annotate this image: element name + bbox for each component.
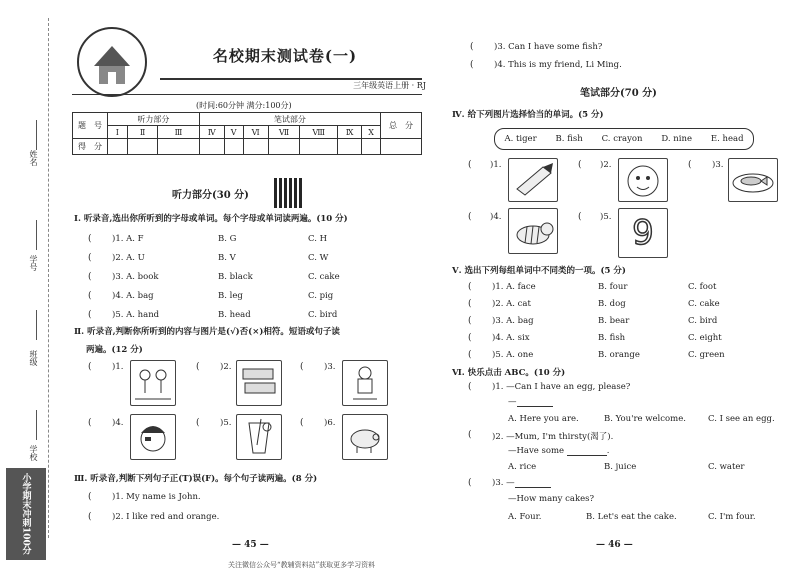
numeral-cell: Ⅸ (338, 126, 362, 139)
s1-q3: )3. A. book (112, 272, 159, 282)
section-2-heading-2: 两遍。(12 分) (86, 345, 143, 355)
s6-q2-a: A. rice (508, 462, 537, 472)
name-line (36, 120, 37, 150)
picture-number-nine: 9 (618, 208, 668, 258)
s1-q1-b: B. G (218, 234, 237, 244)
s4-label-2: )2. (600, 160, 612, 170)
picture-head (618, 158, 668, 202)
picture-tiger (508, 208, 558, 254)
header-rule (72, 94, 422, 95)
score-cell[interactable] (362, 139, 381, 155)
s2-label-4: )4. (112, 418, 124, 428)
picture-books (236, 360, 282, 406)
s2-label-6: )6. (324, 418, 336, 428)
s2-label-2: )2. (220, 362, 232, 372)
s6-q2-b: B. juice (604, 462, 637, 472)
s5-q2-b: B. dog (598, 299, 626, 309)
answer-paren[interactable]: ( (470, 60, 474, 70)
score-cell[interactable] (300, 139, 338, 155)
picture-fish-dish (728, 158, 778, 202)
dash: — (508, 397, 517, 407)
score-cell[interactable] (108, 139, 128, 155)
section-3-heading: Ⅲ. 听录音,判断下列句子正(T)误(F)。每个句子读两遍。(8 分) (74, 474, 318, 484)
section-6-heading: Ⅵ. 快乐点击 ABC。(10 分) (452, 368, 566, 378)
picture-kids-playing (130, 360, 176, 406)
s2-label-5: )5. (220, 418, 232, 428)
numeral-cell: Ⅰ (108, 126, 128, 139)
s5-q4-b: B. fish (598, 333, 626, 343)
s3-q2: )2. I like red and orange. (112, 512, 220, 522)
total-col: 总 分 (381, 113, 422, 139)
s1-q4-c: C. pig (308, 291, 334, 301)
numeral-cell: Ⅶ (268, 126, 299, 139)
section-2-heading: Ⅱ. 听录音,判断你所听到的内容与图片是(√)否(×)相符。短语或句子读 (74, 327, 340, 337)
page-title: 名校期末测试卷(一) (212, 47, 358, 65)
s6-q1-blank (508, 397, 553, 407)
answer-paren[interactable]: ( (468, 333, 472, 343)
s1-q5-b: B. head (218, 310, 251, 320)
s5-q2-c: C. cake (688, 299, 720, 309)
footer-note: 关注微信公众号“教辅资料站”获取更多学习资料 (228, 561, 376, 569)
s3-q4: )4. This is my friend, Li Ming. (494, 60, 622, 70)
answer-paren[interactable]: ( (88, 310, 92, 320)
s6-q3-a: A. Four. (508, 512, 542, 522)
s5-q4: )4. A. six (492, 333, 530, 343)
score-cell[interactable] (338, 139, 362, 155)
numeral-cell: Ⅳ (199, 126, 224, 139)
word-option: A. tiger (504, 134, 537, 144)
s1-q3-b: B. black (218, 272, 253, 282)
s6-q3-line: —How many cakes? (508, 494, 595, 504)
answer-paren[interactable]: ( (300, 362, 304, 372)
numeral-cell: Ⅹ (362, 126, 381, 139)
s3-q1: )1. My name is John. (112, 492, 201, 502)
s5-q3: )3. A. bag (492, 316, 534, 326)
answer-paren[interactable]: ( (88, 253, 92, 263)
s6-q1-c: C. I see an egg. (708, 414, 775, 424)
score-cell[interactable] (224, 139, 243, 155)
answer-paren[interactable]: ( (300, 418, 304, 428)
listening-col: 听力部分 (108, 113, 200, 126)
written-title: 笔试部分(70 分) (580, 88, 657, 99)
answer-blank[interactable] (515, 479, 551, 488)
s5-q5-b: B. orange (598, 350, 640, 360)
answer-paren[interactable]: ( (196, 362, 200, 372)
s5-q5-c: C. green (688, 350, 725, 360)
answer-paren[interactable]: ( (88, 234, 92, 244)
qr-code (274, 178, 304, 208)
s6-q1: )1. —Can I have an egg, please? (492, 382, 631, 392)
answer-paren[interactable]: ( (468, 212, 472, 222)
s1-q4: )4. A. bag (112, 291, 154, 301)
s1-q2: )2. A. U (112, 253, 145, 263)
answer-paren[interactable]: ( (468, 350, 472, 360)
binding-margin (0, 0, 66, 571)
word-bank (494, 128, 754, 150)
s5-q3-c: C. bird (688, 316, 718, 326)
s4-label-1: )1. (490, 160, 502, 170)
numeral-cell: Ⅲ (158, 126, 199, 139)
s2-label-1: )1. (112, 362, 124, 372)
answer-paren[interactable]: ( (468, 316, 472, 326)
school-label: 学校 (29, 445, 38, 461)
s1-q2-b: B. V (218, 253, 236, 263)
answer-paren[interactable]: ( (468, 430, 472, 440)
answer-paren[interactable]: ( (196, 418, 200, 428)
picture-juice-glass (236, 414, 282, 460)
picture-crayon (508, 158, 558, 202)
score-cell[interactable] (268, 139, 299, 155)
s2-label-3: )3. (324, 362, 336, 372)
word-option: D. nine (661, 134, 692, 144)
s1-q3-c: C. cake (308, 272, 340, 282)
s1-q2-c: C. W (308, 253, 329, 263)
answer-paren[interactable]: ( (688, 160, 692, 170)
s1-q4-b: B. leg (218, 291, 243, 301)
answer-paren[interactable]: ( (468, 299, 472, 309)
s4-label-3: )3. (712, 160, 724, 170)
score-table (72, 112, 422, 155)
s1-q1-c: C. H (308, 234, 328, 244)
answer-paren[interactable]: ( (468, 160, 472, 170)
answer-paren[interactable]: ( (578, 212, 582, 222)
listening-title: 听力部分(30 分) (172, 190, 249, 201)
score-cell[interactable] (199, 139, 224, 155)
answer-paren[interactable]: ( (470, 42, 474, 52)
answer-blank[interactable] (567, 447, 607, 456)
class-label: 班级 (29, 350, 38, 366)
score-header-label: 题 号 (73, 113, 108, 139)
time-info: (时间:60分钟 满分:100分) (196, 101, 292, 110)
numeral-cell: Ⅴ (224, 126, 243, 139)
written-col: 笔试部分 (199, 113, 380, 126)
s3-q3: )3. Can I have some fish? (494, 42, 603, 52)
score-cell[interactable] (243, 139, 268, 155)
s6-q1-a: A. Here you are. (508, 414, 579, 424)
s5-q1-b: B. four (598, 282, 628, 292)
word-option: E. head (710, 134, 744, 144)
section-5-heading: Ⅴ. 选出下列每组单词中不同类的一项。(5 分) (452, 266, 626, 276)
s6-q2: )2. —Mum, I'm thirsty(渴了). (492, 432, 614, 442)
s6-q2-line: —Have some . (508, 446, 610, 456)
picture-boy-sitting (342, 360, 388, 406)
s6-q3 (492, 478, 551, 488)
numeral-cell: Ⅷ (300, 126, 338, 139)
s5-q1-c: C. foot (688, 282, 717, 292)
score-cell[interactable] (127, 139, 158, 155)
answer-paren[interactable]: ( (468, 382, 472, 392)
student-id-label: 学号 (29, 255, 38, 271)
score-cell[interactable] (158, 139, 199, 155)
s6-q3-b: B. Let's eat the cake. (586, 512, 677, 522)
q3-label: )3. — (492, 478, 515, 488)
picture-pig (342, 414, 388, 460)
school-line (36, 410, 37, 440)
s4-label-4: )4. (490, 212, 502, 222)
s5-q1: )1. A. face (492, 282, 536, 292)
s5-q4-c: C. eight (688, 333, 722, 343)
answer-paren[interactable]: ( (468, 282, 472, 292)
logo (72, 22, 152, 102)
word-option: B. fish (555, 134, 583, 144)
s6-q3-c: C. I'm four. (708, 512, 756, 522)
s1-q5-c: C. bird (308, 310, 338, 320)
s5-q3-b: B. bear (598, 316, 630, 326)
section-1-heading: Ⅰ. 听录音,选出你所听到的字母或单词。每个字母或单词读两遍。(10 分) (74, 214, 348, 224)
answer-paren[interactable]: ( (88, 362, 92, 372)
s4-label-5: )5. (600, 212, 612, 222)
brand-banner: 小学期末冲刺100分 (6, 468, 46, 560)
answer-paren[interactable]: ( (88, 418, 92, 428)
s5-q5: )5. A. one (492, 350, 534, 360)
s1-q5: )5. A. hand (112, 310, 160, 320)
score-cell[interactable] (381, 139, 422, 155)
numeral-cell: Ⅵ (243, 126, 268, 139)
s5-q2: )2. A. cat (492, 299, 531, 309)
answer-paren[interactable]: ( (578, 160, 582, 170)
score-row-label: 得 分 (73, 139, 108, 155)
answer-paren[interactable]: ( (88, 512, 92, 522)
s6-q2-c: C. water (708, 462, 745, 472)
cut-line (48, 18, 49, 538)
page-number-right: — 46 — (596, 540, 633, 550)
s1-q1: )1. A. F (112, 234, 144, 244)
name-label: 姓名 (29, 150, 38, 166)
s6-q1-b: B. You're welcome. (604, 414, 686, 424)
answer-paren[interactable]: ( (88, 291, 92, 301)
answer-paren[interactable]: ( (88, 492, 92, 502)
page-number-left: — 45 — (232, 540, 269, 550)
answer-paren[interactable]: ( (88, 272, 92, 282)
section-4-heading: Ⅳ. 给下列图片选择恰当的单词。(5 分) (452, 110, 604, 120)
answer-paren[interactable]: ( (468, 478, 472, 488)
grade-subtitle: 三年级英语上册 · RJ (353, 81, 426, 90)
picture-pirate-boy (130, 414, 176, 460)
have-some: —Have some (508, 446, 565, 456)
word-option: C. crayon (601, 134, 643, 144)
numeral-cell: Ⅱ (127, 126, 158, 139)
student-id-line (36, 220, 37, 250)
class-line (36, 310, 37, 340)
answer-blank[interactable] (517, 398, 553, 407)
